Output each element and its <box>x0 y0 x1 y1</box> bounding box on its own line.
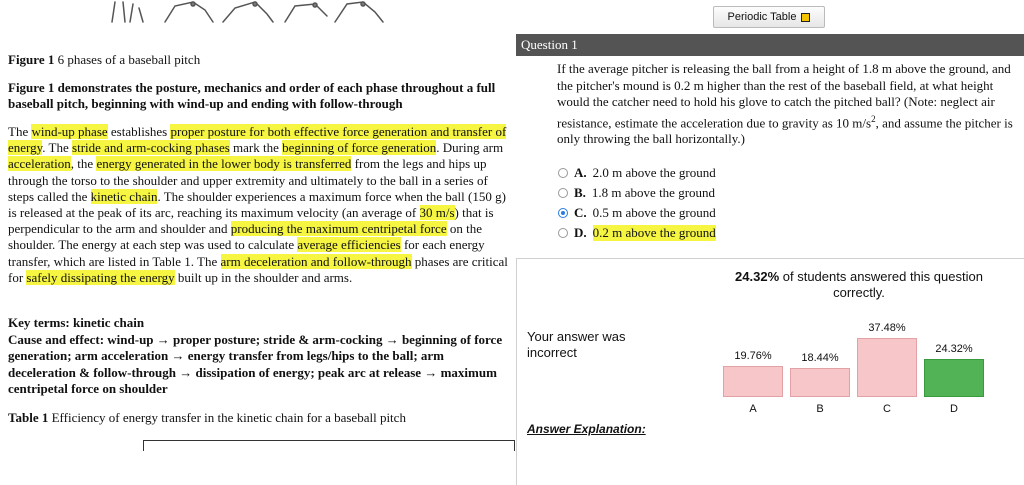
choice-letter: A. <box>574 165 587 180</box>
passage-text: The <box>8 124 32 139</box>
figure-description: Figure 1 demonstrates the posture, mechanics and order of each phase throughout a full baseball pitch, beginning with wind-up and ending with follow-through <box>8 80 496 111</box>
highlight: arm deceleration and follow-through <box>220 253 412 269</box>
radio-d[interactable] <box>558 228 568 238</box>
choice-c[interactable] <box>558 204 716 222</box>
key-terms-line: Key terms: kinetic chain <box>8 315 145 330</box>
passage-text: ) that is perpendicular to the arm and shoulder and <box>8 205 494 237</box>
radio-c-selected[interactable] <box>558 208 568 218</box>
choice-text: 0.2 m above the ground <box>592 225 716 240</box>
bar-d <box>924 359 984 397</box>
periodic-table-label: Periodic Table <box>727 11 797 23</box>
passage-text: . The shoulder experiences a maximum force when the ball (150 g) is released at the peak of its arc, reaching its maximum velocity (an average of <box>8 188 506 221</box>
highlight: producing the maximum centripetal force <box>230 221 447 237</box>
passage-text: . The <box>42 140 73 156</box>
question-superscript: 2 <box>871 113 876 124</box>
passage-paragraph <box>8 124 513 286</box>
passage-text: phases are critical for <box>8 253 508 285</box>
bar-value-d: 24.32% <box>935 343 973 355</box>
highlight: safely dissipating the energy <box>26 269 175 285</box>
answer-stats-panel <box>516 258 1024 485</box>
choice-b[interactable] <box>558 184 715 202</box>
pitch-phases-figure <box>95 0 385 26</box>
question-text: , and assume the pitcher is only throwing the ball horizontally.) <box>557 114 1013 147</box>
figure-caption-label: Figure 1 <box>8 52 55 67</box>
cause-effect-line: Cause and effect: wind-up → proper posture; stride & arm-cocking → beginning of force generation; arm acceleration → energy transfer from legs/hips to the ball; arm deceleration & follow-through → dissipation of energy; peak arc at release → maximum centripetal force on shoulder <box>8 331 503 396</box>
highlight: stride and arm-cocking phases <box>72 140 230 156</box>
periodic-table-icon <box>801 13 810 22</box>
passage-text: . During arm <box>436 140 504 156</box>
choice-a[interactable] <box>558 164 716 182</box>
question-stem <box>557 61 1017 148</box>
bar-value-b: 18.44% <box>801 352 839 364</box>
bar-b <box>790 368 850 397</box>
choice-letter: B. <box>574 185 586 200</box>
question-header: Question 1 <box>516 34 1024 56</box>
highlight: kinetic chain <box>90 188 158 204</box>
bar-c <box>857 338 917 397</box>
choice-letter: D. <box>574 225 587 240</box>
bar-label-a: A <box>749 403 757 415</box>
passage-text: mark the <box>229 140 283 156</box>
bar-a <box>723 366 783 397</box>
table-1 <box>143 440 515 451</box>
question-text: If the average pitcher is releasing the ball from a height of 1.8 m above the ground, and the pitcher's mound is 0.2 m higher than the rest of the baseball field, at what height would the catcher need to hold his glove to catch the pitched ball? (Note: neglect air resistance, estimate the acceleration due to gravity as 10 m/s <box>557 61 1011 130</box>
figure-caption-text: 6 phases of a baseball pitch <box>54 52 201 67</box>
highlight: beginning of force generation <box>282 140 437 156</box>
passage-text: on the shoulder. The energy at each step was used to calculate <box>8 221 482 253</box>
bar-label-c: C <box>883 403 891 415</box>
table-caption-label: Table 1 <box>8 410 49 425</box>
highlight: acceleration <box>8 156 71 172</box>
passage-text: built up in the shoulder and arms. <box>174 269 353 285</box>
table-caption-text: Efficiency of energy transfer in the kinetic chain for a baseball pitch <box>48 410 406 425</box>
answer-explanation-link[interactable]: Answer Explanation: <box>527 422 646 436</box>
radio-b[interactable] <box>558 188 568 198</box>
passage-text: establishes <box>107 124 171 139</box>
highlight: wind-up phase <box>31 124 108 139</box>
highlight: energy generated in the lower body is transferred <box>96 156 352 172</box>
highlight: 30 m/s <box>419 205 455 221</box>
table-caption <box>8 410 406 426</box>
bar-value-c: 37.48% <box>868 322 906 334</box>
highlight: proper posture for both effective force generation and transfer of energy <box>8 124 507 156</box>
answer-distribution-chart <box>723 259 1003 439</box>
highlight: average efficiencies <box>297 237 401 253</box>
passage-text: , the <box>70 156 97 172</box>
choice-letter: C. <box>574 205 587 220</box>
radio-a[interactable] <box>558 168 568 178</box>
answer-status: Your answer was incorrect <box>527 329 626 360</box>
figure-caption <box>8 52 200 68</box>
passage-text: from the legs and hips up through the torso to the shoulder and upper extremity and ultimately to the ball in a series of steps called the <box>8 156 488 204</box>
choice-text: 2.0 m above the ground <box>592 165 716 180</box>
choice-d[interactable] <box>558 224 716 242</box>
percent-correct: 24.32% <box>735 269 780 284</box>
bar-value-a: 19.76% <box>734 350 772 362</box>
bar-label-d: D <box>950 403 958 415</box>
bar-label-b: B <box>816 403 824 415</box>
passage-text: for each energy transfer, which are listed in Table 1. The <box>8 237 485 269</box>
periodic-table-button[interactable] <box>713 6 825 28</box>
percent-suffix: of students answered this question correctly. <box>779 269 983 300</box>
choice-text: 1.8 m above the ground <box>591 185 716 200</box>
key-terms-block <box>8 315 508 398</box>
choice-text: 0.5 m above the ground <box>592 205 716 220</box>
